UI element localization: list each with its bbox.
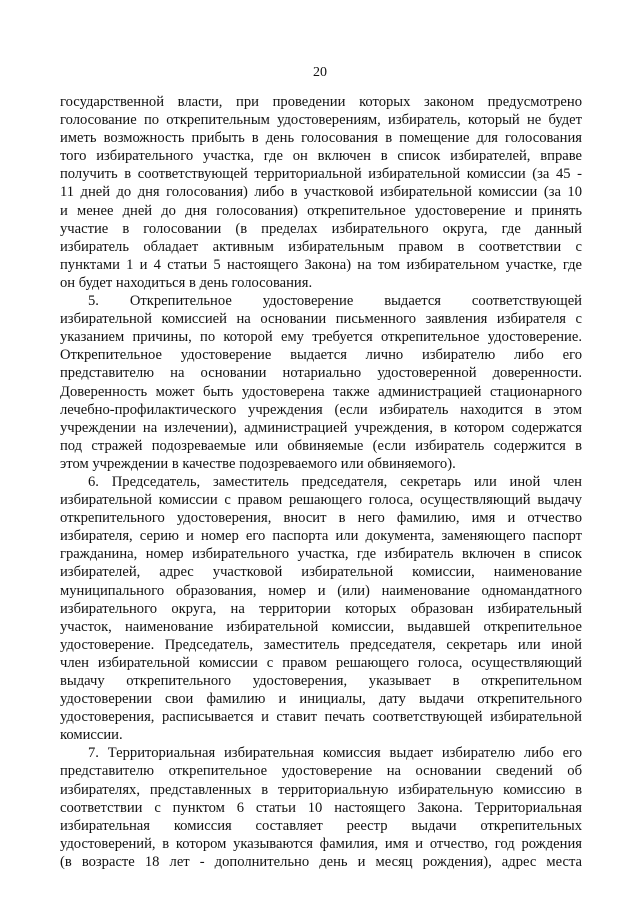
text-line: иметь возможность прибыть в день голосования в помещение для голосования	[60, 130, 582, 147]
paragraph	[60, 292, 582, 473]
document-body	[60, 93, 582, 871]
page-number: 20	[313, 65, 327, 80]
text-line: и менее дней до дня голосования) открепительное удостоверение и принять	[60, 202, 582, 219]
text-line: получить в соответствующей территориальной избирательной комиссии (за 45 -	[60, 166, 582, 183]
text-line: соответствии с пунктом 6 статьи 10 настоящего Закона. Территориальная	[60, 799, 582, 816]
text-line: (в возрасте 18 лет - дополнительно день и месяц рождения), адрес места	[60, 853, 582, 870]
text-line: удостоверение. Председатель, заместитель председателя, секретарь или иной	[60, 636, 582, 653]
text-line: 6. Председатель, заместитель председателя, секретарь или иной член	[88, 473, 582, 490]
text-line: избирательного округа, на территории которых образован избирательный	[60, 600, 582, 617]
text-line: избирательной комиссией на основании письменного заявления избирателя с	[60, 311, 582, 328]
text-line: указанием причины, по которой ему требуется открепительное удостоверение.	[60, 329, 582, 346]
text-line: представителю открепительное удостоверение на основании сведений об	[60, 763, 582, 780]
paragraph	[60, 744, 582, 871]
text-line: участие в голосовании (в пределах избирательного округа, где данный	[60, 220, 582, 237]
text-line: избирателей, адрес участковой избирательной комиссии, наименование	[60, 564, 582, 581]
text-line: избирателя, серию и номер его паспорта или документа, заменяющего паспорт	[60, 528, 582, 545]
text-line: гражданина, номер избирательного участка, где избиратель включен в список	[60, 546, 582, 563]
text-line: выдачу открепительного удостоверения, указывает в открепительном	[60, 673, 582, 689]
text-line: избирателях, представленных в территориальную избирательную комиссию в	[60, 781, 582, 798]
text-line: удостоверения, расписывается и ставит печать соответствующей избирательной	[60, 709, 582, 726]
text-line: комиссии.	[60, 727, 123, 744]
text-line: представителю на основании нотариально удостоверенной доверенности.	[60, 365, 582, 382]
text-line: 11 дней до дня голосования) либо в участковой избирательной комиссии (за 10	[60, 184, 582, 201]
text-line: 7. Территориальная избирательная комиссия выдает избирателю либо его	[88, 745, 582, 762]
text-line: пунктами 1 и 4 статьи 5 настоящего Закона) на том избирательном участке, где	[60, 256, 582, 273]
text-line: 5. Открепительное удостоверение выдается соответствующей	[88, 293, 582, 310]
text-line: избирательной комиссии с правом решающего голоса, осуществляющий выдачу	[60, 492, 582, 509]
text-line: Открепительное удостоверение выдается лично избирателю либо его	[60, 347, 582, 364]
text-line: удостоверении свои фамилию и инициалы, дату выдачи открепительного	[60, 691, 582, 708]
text-line: голосование по открепительным удостоверениям, избиратель, который не будет	[60, 112, 582, 129]
text-line: он будет находиться в день голосования.	[60, 274, 313, 291]
paragraph	[60, 93, 582, 292]
text-line: государственной власти, при проведении которых законом предусмотрено	[60, 94, 582, 110]
paragraph	[60, 473, 582, 744]
text-line: того избирательного участка, где он включен в список избирателей, вправе	[60, 148, 582, 165]
text-line: лечебно-профилактического учреждения (если избиратель находится в этом	[60, 401, 582, 418]
text-line: этом учреждении в качестве подозреваемого или обвиняемого).	[60, 455, 456, 472]
text-line: учреждении на излечении), администрацией учреждения, в котором содержатся	[60, 419, 582, 436]
text-line: под стражей подозреваемые или обвиняемые (если избиратель содержится в	[60, 437, 582, 454]
text-line: открепительного удостоверения, вносит в него фамилию, имя и отчество	[60, 510, 582, 527]
text-line: Доверенность может быть удостоверена также администрацией стационарного	[60, 383, 582, 400]
text-line: избирательная комиссия составляет реестр выдачи открепительных	[60, 817, 582, 834]
text-line: участок, наименование избирательной комиссии, выдавшей открепительное	[60, 618, 582, 635]
text-line: удостоверений, в котором указываются фамилия, имя и отчество, год рождения	[60, 835, 582, 852]
text-line: избиратель обладает активным избирательным правом в соответствии с	[60, 238, 582, 255]
text-line: муниципального образования, номер и (или) наименование одномандатного	[60, 582, 582, 599]
text-line: член избирательной комиссии с правом решающего голоса, осуществляющий	[60, 654, 582, 671]
